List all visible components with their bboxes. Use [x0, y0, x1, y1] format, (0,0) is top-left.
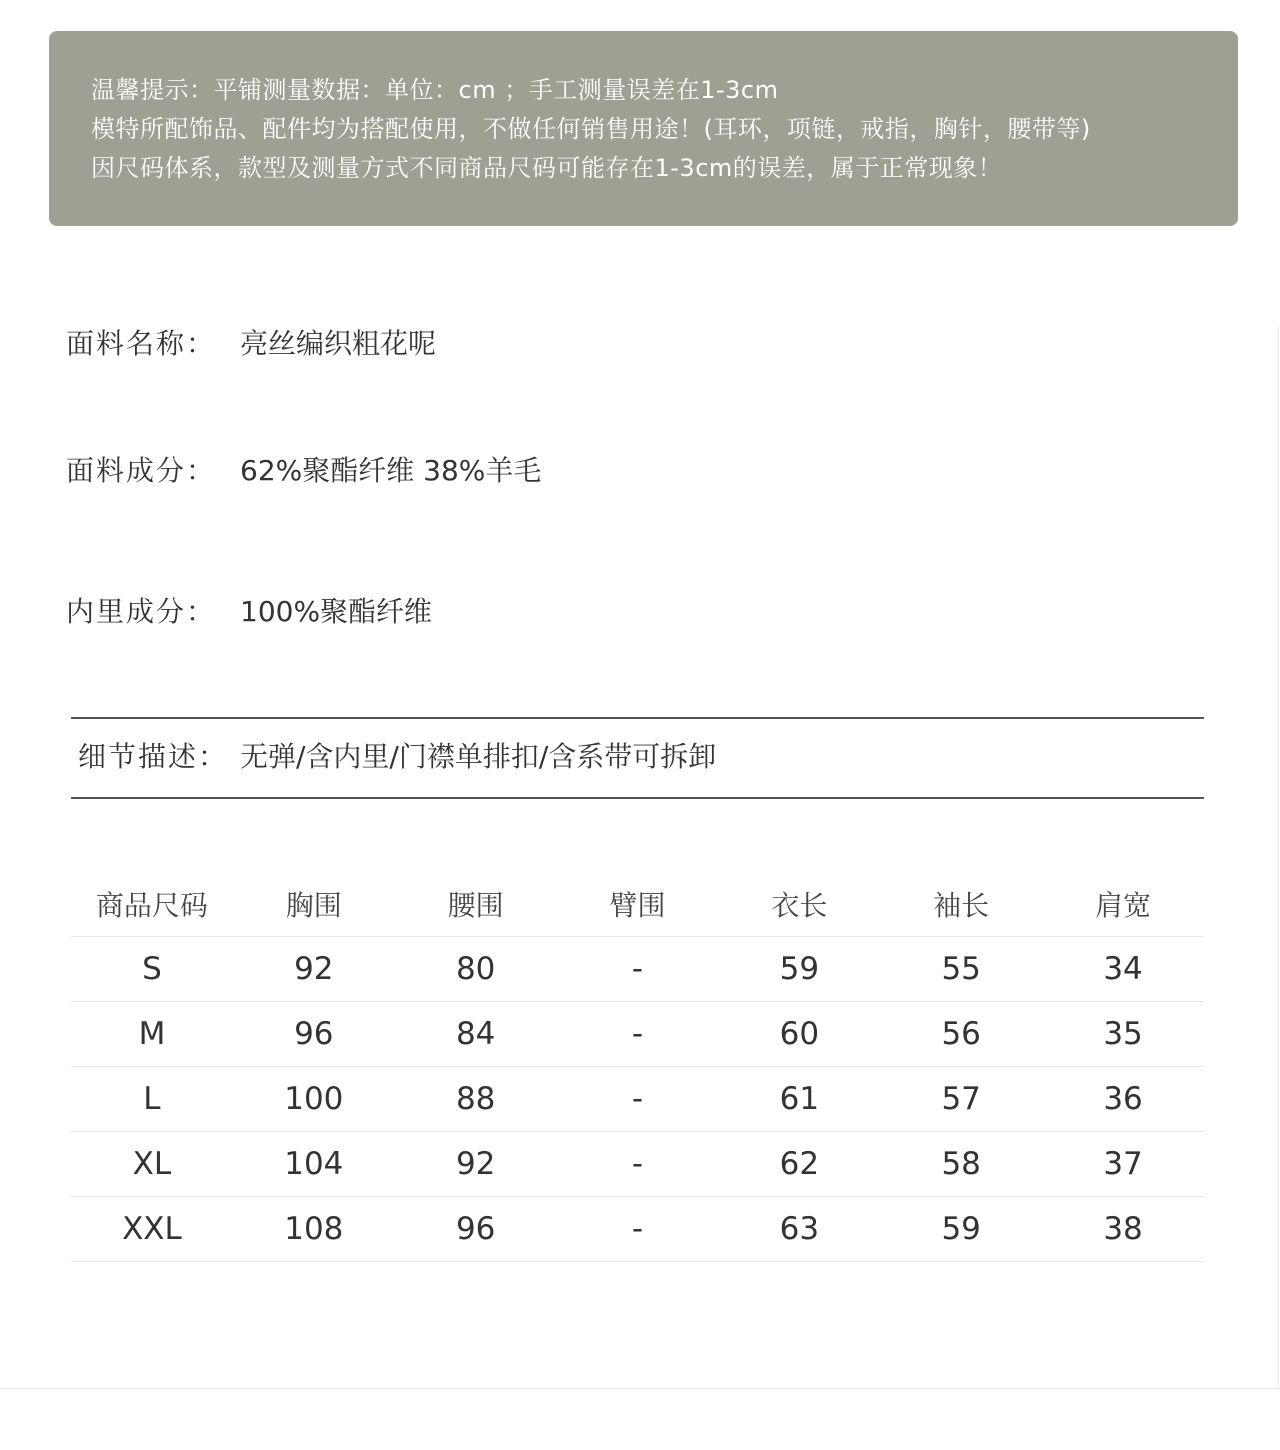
header-chest: 胸围: [233, 872, 395, 937]
cell-chest: 104: [233, 1132, 395, 1197]
detail-description-row: [78, 737, 716, 777]
table-row: [71, 1132, 1204, 1197]
cell-waist: 80: [395, 937, 557, 1002]
size-table: [71, 872, 1204, 1262]
table-row: [71, 1197, 1204, 1262]
header-length: 衣长: [718, 872, 880, 937]
cell-length: 62: [718, 1132, 880, 1197]
cell-shoulder: 38: [1042, 1197, 1204, 1262]
cell-arm: -: [557, 937, 719, 1002]
cell-length: 59: [718, 937, 880, 1002]
cell-size: XL: [71, 1132, 233, 1197]
header-sleeve: 袖长: [880, 872, 1042, 937]
cell-chest: 96: [233, 1002, 395, 1067]
cell-arm: -: [557, 1002, 719, 1067]
cell-size: L: [71, 1067, 233, 1132]
table-row: [71, 937, 1204, 1002]
cell-size: S: [71, 937, 233, 1002]
cell-chest: 100: [233, 1067, 395, 1132]
page-edge-divider: [1278, 325, 1279, 1390]
notice-line-accessories: 模特所配饰品、配件均为搭配使用，不做任何销售用途！(耳环，项链，戒指，胸针，腰带等): [91, 115, 1091, 143]
table-row: [71, 1002, 1204, 1067]
header-shoulder: 肩宽: [1042, 872, 1204, 937]
cell-arm: -: [557, 1067, 719, 1132]
cell-length: 60: [718, 1002, 880, 1067]
header-size: 商品尺码: [71, 872, 233, 937]
lining-composition-value: 100%聚酯纤维: [240, 595, 433, 628]
cell-size: M: [71, 1002, 233, 1067]
fabric-name-value: 亮丝编织粗花呢: [240, 327, 437, 360]
notice-line-unit: 温馨提示：平铺测量数据：单位：cm ；手工测量误差在1-3cm: [91, 76, 779, 104]
cell-sleeve: 59: [880, 1197, 1042, 1262]
cell-shoulder: 37: [1042, 1132, 1204, 1197]
fabric-composition-row: [66, 451, 541, 491]
cell-chest: 92: [233, 937, 395, 1002]
cell-shoulder: 35: [1042, 1002, 1204, 1067]
cell-size: XXL: [71, 1197, 233, 1262]
fabric-name-row: [66, 324, 436, 364]
cell-sleeve: 57: [880, 1067, 1042, 1132]
page-bottom-divider: [0, 1388, 1280, 1389]
cell-waist: 88: [395, 1067, 557, 1132]
header-arm: 臂围: [557, 872, 719, 937]
lining-composition-label: 内里成分：: [66, 595, 217, 628]
detail-bottom-divider: [71, 797, 1204, 799]
detail-top-divider: [71, 717, 1204, 719]
size-table-header-row: [71, 872, 1204, 937]
notice-line-size-variance: 因尺码体系，款型及测量方式不同商品尺码可能存在1-3cm的误差，属于正常现象！: [91, 154, 1003, 182]
cell-waist: 92: [395, 1132, 557, 1197]
fabric-name-label: 面料名称：: [66, 327, 217, 360]
header-waist: 腰围: [395, 872, 557, 937]
cell-shoulder: 34: [1042, 937, 1204, 1002]
lining-composition-row: [66, 592, 432, 632]
cell-arm: -: [557, 1197, 719, 1262]
detail-description-label: 细节描述：: [78, 740, 229, 773]
cell-waist: 84: [395, 1002, 557, 1067]
notice-box: [49, 31, 1238, 226]
cell-sleeve: 55: [880, 937, 1042, 1002]
cell-sleeve: 56: [880, 1002, 1042, 1067]
detail-description-value: 无弹/含内里/门襟单排扣/含系带可拆卸: [240, 740, 717, 773]
table-row: [71, 1067, 1204, 1132]
cell-sleeve: 58: [880, 1132, 1042, 1197]
fabric-composition-value: 62%聚酯纤维 38%羊毛: [240, 454, 542, 487]
cell-shoulder: 36: [1042, 1067, 1204, 1132]
cell-chest: 108: [233, 1197, 395, 1262]
cell-arm: -: [557, 1132, 719, 1197]
cell-length: 61: [718, 1067, 880, 1132]
cell-waist: 96: [395, 1197, 557, 1262]
cell-length: 63: [718, 1197, 880, 1262]
fabric-composition-label: 面料成分：: [66, 454, 217, 487]
